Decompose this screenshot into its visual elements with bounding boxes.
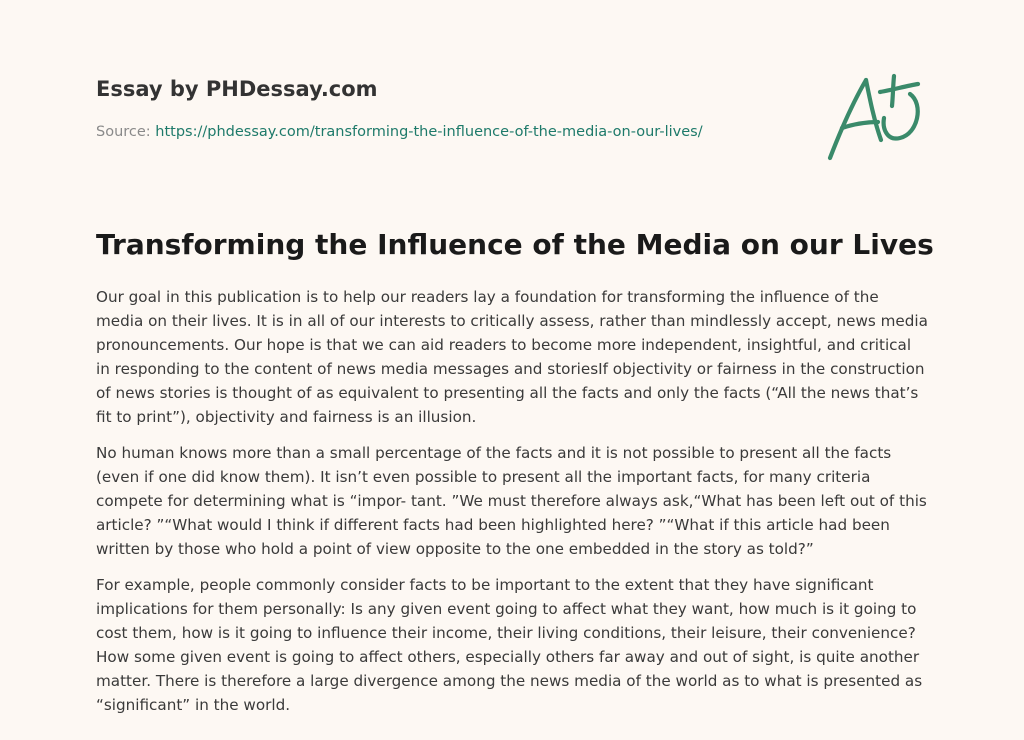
essay-body bbox=[96, 285, 928, 729]
source-label: Source: bbox=[96, 124, 156, 140]
a-plus-grade-icon bbox=[826, 70, 928, 164]
paragraph: Our goal in this publication is to help our readers lay a foundation for transforming the influence of the media on their lives. It is in all of our interests to critically assess, rather than mindlessly accept, news media pronouncements. Our hope is that we can aid readers to become more independent, insightful, and critical in responding to the content of news media messages and storiesIf objectivity or fairness in the construction of news stories is thought of as equivalent to presenting all the facts and only the facts (“All the news that’s fit to print”), objectivity and fairness is an illusion. bbox=[96, 288, 928, 426]
essay-title: Transforming the Influence of the Media on our Lives bbox=[96, 228, 934, 261]
source-line bbox=[96, 124, 703, 140]
paragraph: For example, people commonly consider facts to be important to the extent that they have significant implications for them personally: Is any given event going to affect what they want, how much is it going to cost them, how is it going to influence their income, their living conditions, their leisure, their convenience? How some given event is going to affect others, especially others far away and out of sight, is quite another matter. There is therefore a large divergence among the news media of the world as to what is presented as “significant” in the world. bbox=[96, 576, 923, 714]
paragraph: No human knows more than a small percentage of the facts and it is not possible to present all the facts (even if one did know them). It isn’t even possible to present all the important facts, for many criteria compete for determining what is “impor- tant. ”We must therefore always ask,“What has been left out of this article? ”“What would I think if different facts had been highlighted here? ”“What if this article had been written by those who hold a point of view opposite to the one embedded in the story as told?” bbox=[96, 444, 927, 558]
source-link[interactable]: https://phdessay.com/transforming-the-influence-of-the-media-on-our-lives/ bbox=[155, 124, 703, 140]
site-brand: Essay by PHDessay.com bbox=[96, 77, 378, 101]
